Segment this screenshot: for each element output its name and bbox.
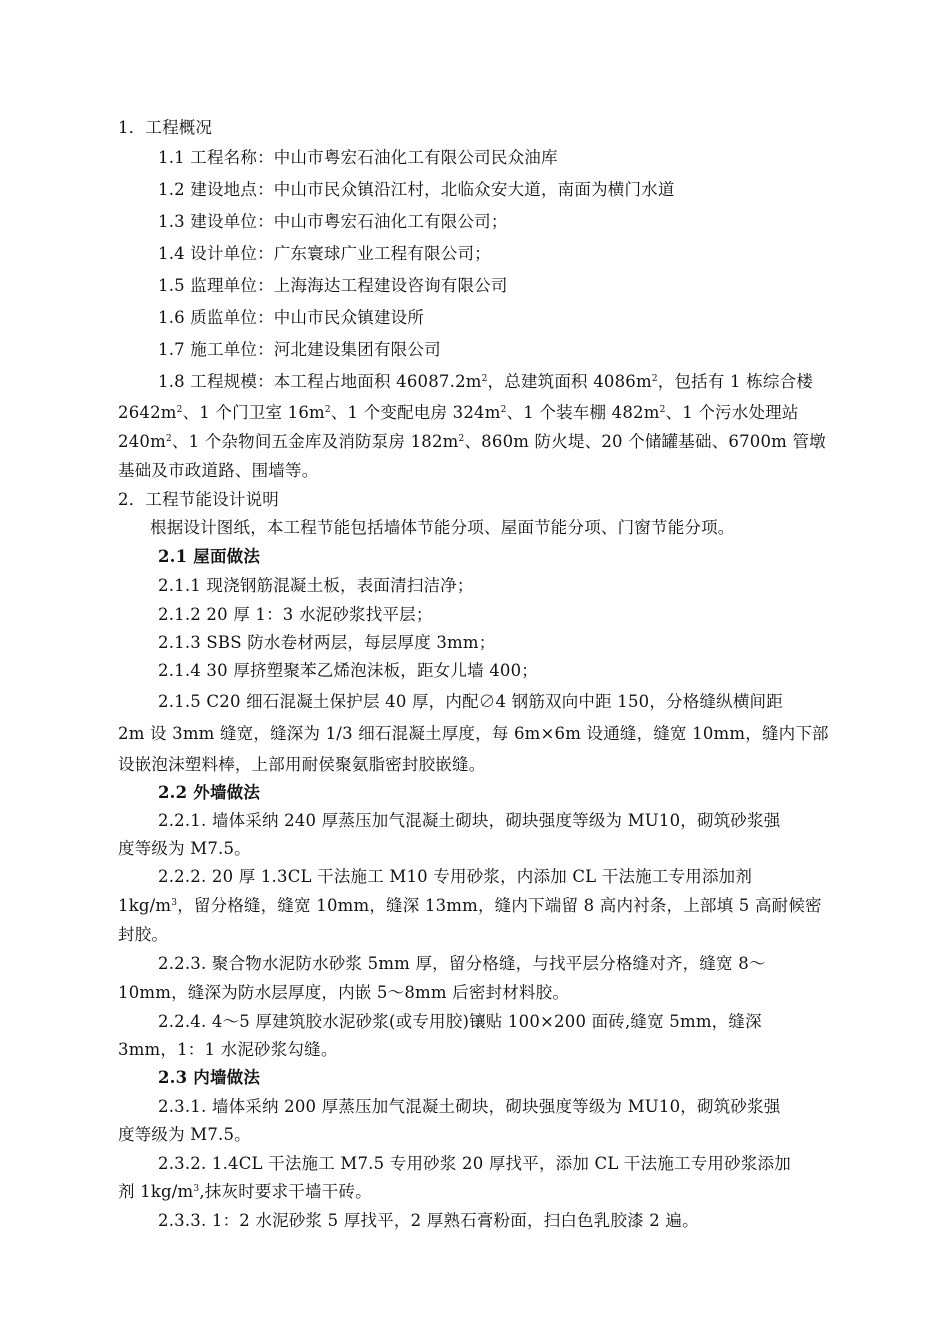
exterior-wall-item-1-line-1: 2.2.1. 墙体采纳 240 厚蒸压加气混凝土砌块，砌块强度等级为 MU10，砌筑砂浆强 xyxy=(158,811,781,830)
project-scale-line-1: 1.8 工程规模：本工程占地面积 $46087.2m^2$，总建筑面积 $4086m^2$，包括有 1 栋综合楼 xyxy=(158,372,813,391)
interior-wall-item-2-line-2: 剂 $1kg/m^3$,抹灰时要求干墙干砖。 xyxy=(118,1182,372,1201)
exterior-wall-item-2-line-1: 2.2.2. 20 厚 1.3CL 干法施工 M10 专用砂浆，内添加 CL 干法施工专用添加剂 xyxy=(158,867,753,886)
interior-wall-heading: 2.3 内墙做法 xyxy=(158,1068,261,1087)
roof-heading: 2.1 屋面做法 xyxy=(158,547,261,566)
contractor-unit: 1.7 施工单位：河北建设集团有限公司 xyxy=(158,340,441,359)
exterior-wall-item-4-line-2: 3mm，1：1 水泥砂浆勾缝。 xyxy=(118,1040,338,1059)
construction-unit: 1.3 建设单位：中山市粤宏石油化工有限公司； xyxy=(158,212,508,231)
exterior-wall-item-2-line-3: 封胶。 xyxy=(118,925,169,944)
exterior-wall-item-4-line-1: 2.2.4. 4～5 厚建筑胶水泥砂浆(或专用胶)镶贴 100×200 面砖,缝宽 5mm，缝深 xyxy=(158,1012,762,1031)
exterior-wall-item-1-line-2: 度等级为 M7.5。 xyxy=(118,839,251,858)
roof-item-5-line-3: 设嵌泡沫塑料棒，上部用耐侯聚氨脂密封胶嵌缝。 xyxy=(118,755,486,774)
roof-item-5-line-2: 2m 设 3mm 缝宽，缝深为 1/3 细石混凝土厚度，每 6m×6m 设通缝，缝宽 10mm，缝内下部 xyxy=(118,724,829,743)
project-name: 1.1 工程名称：中山市粤宏石油化工有限公司民众油库 xyxy=(158,148,558,167)
roof-item-5-line-1: 2.1.5 C20 细石混凝土保护层 40 厚，内配∅4 钢筋双向中距 150，分格缝纵横间距 xyxy=(158,692,783,711)
roof-item-1: 2.1.1 现浇钢筋混凝土板，表面清扫洁净； xyxy=(158,576,474,595)
project-scale-line-3: $240m^2$、1 个杂物间五金库及消防泵房 $182m^2$、860m 防火堤、20 个储罐基础、6700m 管墩 xyxy=(118,432,826,451)
design-unit: 1.4 设计单位：广东寰球广业工程有限公司； xyxy=(158,244,491,263)
exterior-wall-item-3-line-1: 2.2.3. 聚合物水泥防水砂浆 5mm 厚，留分格缝，与找平层分格缝对齐，缝宽 8～ xyxy=(158,954,766,973)
section-1-heading: 1．工程概况 xyxy=(118,118,213,137)
roof-item-3: 2.1.3 SBS 防水卷材两层，每层厚度 3mm； xyxy=(158,633,496,652)
project-scale-line-4: 基础及市政道路、围墙等。 xyxy=(118,461,319,480)
exterior-wall-item-2-line-2: $1kg/m^3$，留分格缝，缝宽 10mm，缝深 13mm，缝内下端留 8 高内衬条，上部填 5 高耐候密 xyxy=(118,896,822,915)
interior-wall-item-1-line-1: 2.3.1. 墙体采纳 200 厚蒸压加气混凝土砌块，砌块强度等级为 MU10，砌筑砂浆强 xyxy=(158,1097,781,1116)
roof-item-4: 2.1.4 30 厚挤塑聚苯乙烯泡沫板，距女儿墙 400； xyxy=(158,661,539,680)
section-2-heading: 2．工程节能设计说明 xyxy=(118,490,279,509)
interior-wall-item-2-line-1: 2.3.2. 1.4CL 干法施工 M7.5 专用砂浆 20 厚找平，添加 CL 干法施工专用砂浆添加 xyxy=(158,1154,791,1173)
exterior-wall-item-3-line-2: 10mm，缝深为防水层厚度，内嵌 5～8mm 后密封材料胶。 xyxy=(118,983,570,1002)
section-2-intro: 根据设计图纸，本工程节能包括墙体节能分项、屋面节能分项、门窗节能分项。 xyxy=(150,518,735,537)
construction-site: 1.2 建设地点：中山市民众镇沿江村，北临众安大道，南面为横门水道 xyxy=(158,180,675,199)
supervision-unit: 1.5 监理单位：上海海达工程建设咨询有限公司 xyxy=(158,276,508,295)
interior-wall-item-3: 2.3.3. 1：2 水泥砂浆 5 厚找平，2 厚熟石膏粉面，扫白色乳胶漆 2 遍。 xyxy=(158,1211,699,1230)
roof-item-2: 2.1.2 20 厚 1：3 水泥砂浆找平层； xyxy=(158,605,433,624)
interior-wall-item-1-line-2: 度等级为 M7.5。 xyxy=(118,1125,251,1144)
project-scale-line-2: $2642m^2$、1 个门卫室 $16m^2$、1 个变配电房 $324m^2$、1 个装车棚 $482m^2$、1 个污水处理站 xyxy=(118,403,799,422)
quality-unit: 1.6 质监单位：中山市民众镇建设所 xyxy=(158,308,425,327)
exterior-wall-heading: 2.2 外墙做法 xyxy=(158,783,261,802)
